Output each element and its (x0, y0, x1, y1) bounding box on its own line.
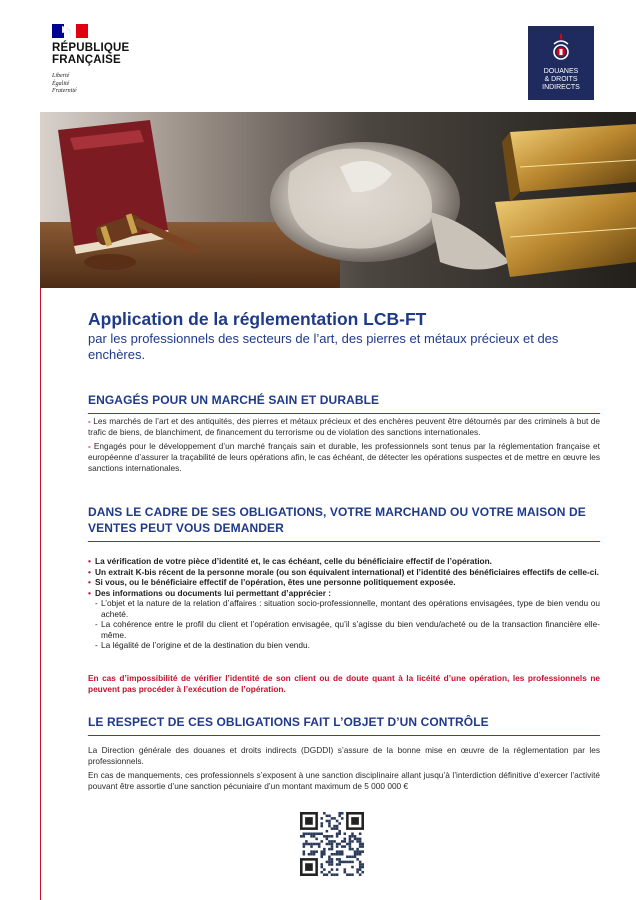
marianne-logo (52, 24, 88, 38)
obligations-list (88, 556, 600, 651)
page-title: Application de la réglementation LCB-FT (88, 309, 427, 329)
section-heading-controle: LE RESPECT DE CES OBLIGATIONS FAIT L’OBJET D’UN CONTRÔLE (88, 714, 600, 736)
paragraph: - Engagés pour le développement d’un marché français sain et durable, les professionnels sont tenus par la réglementation française et européenne d’assurer la traçabilité de leurs opérations afin, le cas échéant, de détecter les opérations suspectes et de mettre en œuvre les sanctions internationales. (88, 441, 600, 473)
page-subtitle: par les professionnels des secteurs de l’art, des pierres et métaux précieux et des enchères. (88, 331, 559, 362)
warning-text: En cas d’impossibilité de vérifier l’identité de son client ou de doute quant à la licéité d’une opération, les professionnels ne peuvent pas procéder à l’exécution de l’opération. (88, 673, 600, 694)
republic-motto: Liberté Égalité Fraternité (52, 73, 77, 94)
paragraph: En cas de manquements, ces professionnels s’exposent à une sanction disciplinaire allant jusqu’à l’interdiction définitive d’exercer l’activité pouvant être assortie d’une sanction pécuniaire d’un montant maximum de 5 000 000 € (88, 770, 600, 791)
paragraph: - Les marchés de l’art et des antiquités, des pierres et métaux précieux et des enchères peuvent être détournés par des criminels à but de trafic de biens, de blanchiment, de financement du terrorisme ou de violation des sanctions internationales. (88, 416, 601, 437)
section-heading-engages: ENGAGÉS POUR UN MARCHÉ SAIN ET DURABLE (88, 392, 600, 414)
banner-image (40, 112, 636, 288)
bullet-dash: - (88, 416, 94, 426)
dgddi-emblem-icon (550, 32, 572, 64)
sub-list-item: - L’objet et la nature de la relation d’affaires : situation socio-professionnelle, montant des opérations envisagées, type de bien vendu ou acheté. (95, 598, 600, 619)
sub-list-item: - La cohérence entre le profil du client et l’opération envisagée, qu’il s’agisse du bien vendu/acheté ou de la transaction financière elle-même. (95, 619, 600, 640)
qr-code[interactable] (300, 812, 364, 876)
section-heading-obligations: DANS LE CADRE DE SES OBLIGATIONS, VOTRE MARCHAND OU VOTRE MAISON DE VENTES PEUT VOUS DEMANDER (88, 504, 600, 542)
sub-list-item: - La légalité de l’origine et de la destination du bien vendu. (95, 640, 310, 650)
list-item: • Si vous, ou le bénéficiaire effectif de l’opération, êtes une personne politiquement exposée. (88, 577, 456, 587)
section-body-controle (88, 745, 600, 795)
dgddi-name: DOUANES & DROITS INDIRECTS (542, 68, 580, 91)
list-item: • Des informations ou documents lui permettant d’apprécier : (88, 587, 332, 598)
list-item: • Un extrait K-bis récent de la personne morale (ou son équivalent international) et l’identité des bénéficiaires effectifs de celle-ci. (88, 566, 599, 577)
section-body-engages (88, 416, 600, 477)
republic-name: RÉPUBLIQUE FRANÇAISE (52, 42, 130, 66)
list-item: • La vérification de votre pièce d’identité et, le cas échéant, celle du bénéficiaire effectif de l’opération. (88, 556, 492, 566)
dgddi-logo (528, 26, 594, 100)
paragraph: La Direction générale des douanes et droits indirects (DGDDI) s’assure de la bonne mise en œuvre de la réglementation par les professionnels. (88, 745, 600, 766)
bullet-dash: - (88, 441, 94, 451)
